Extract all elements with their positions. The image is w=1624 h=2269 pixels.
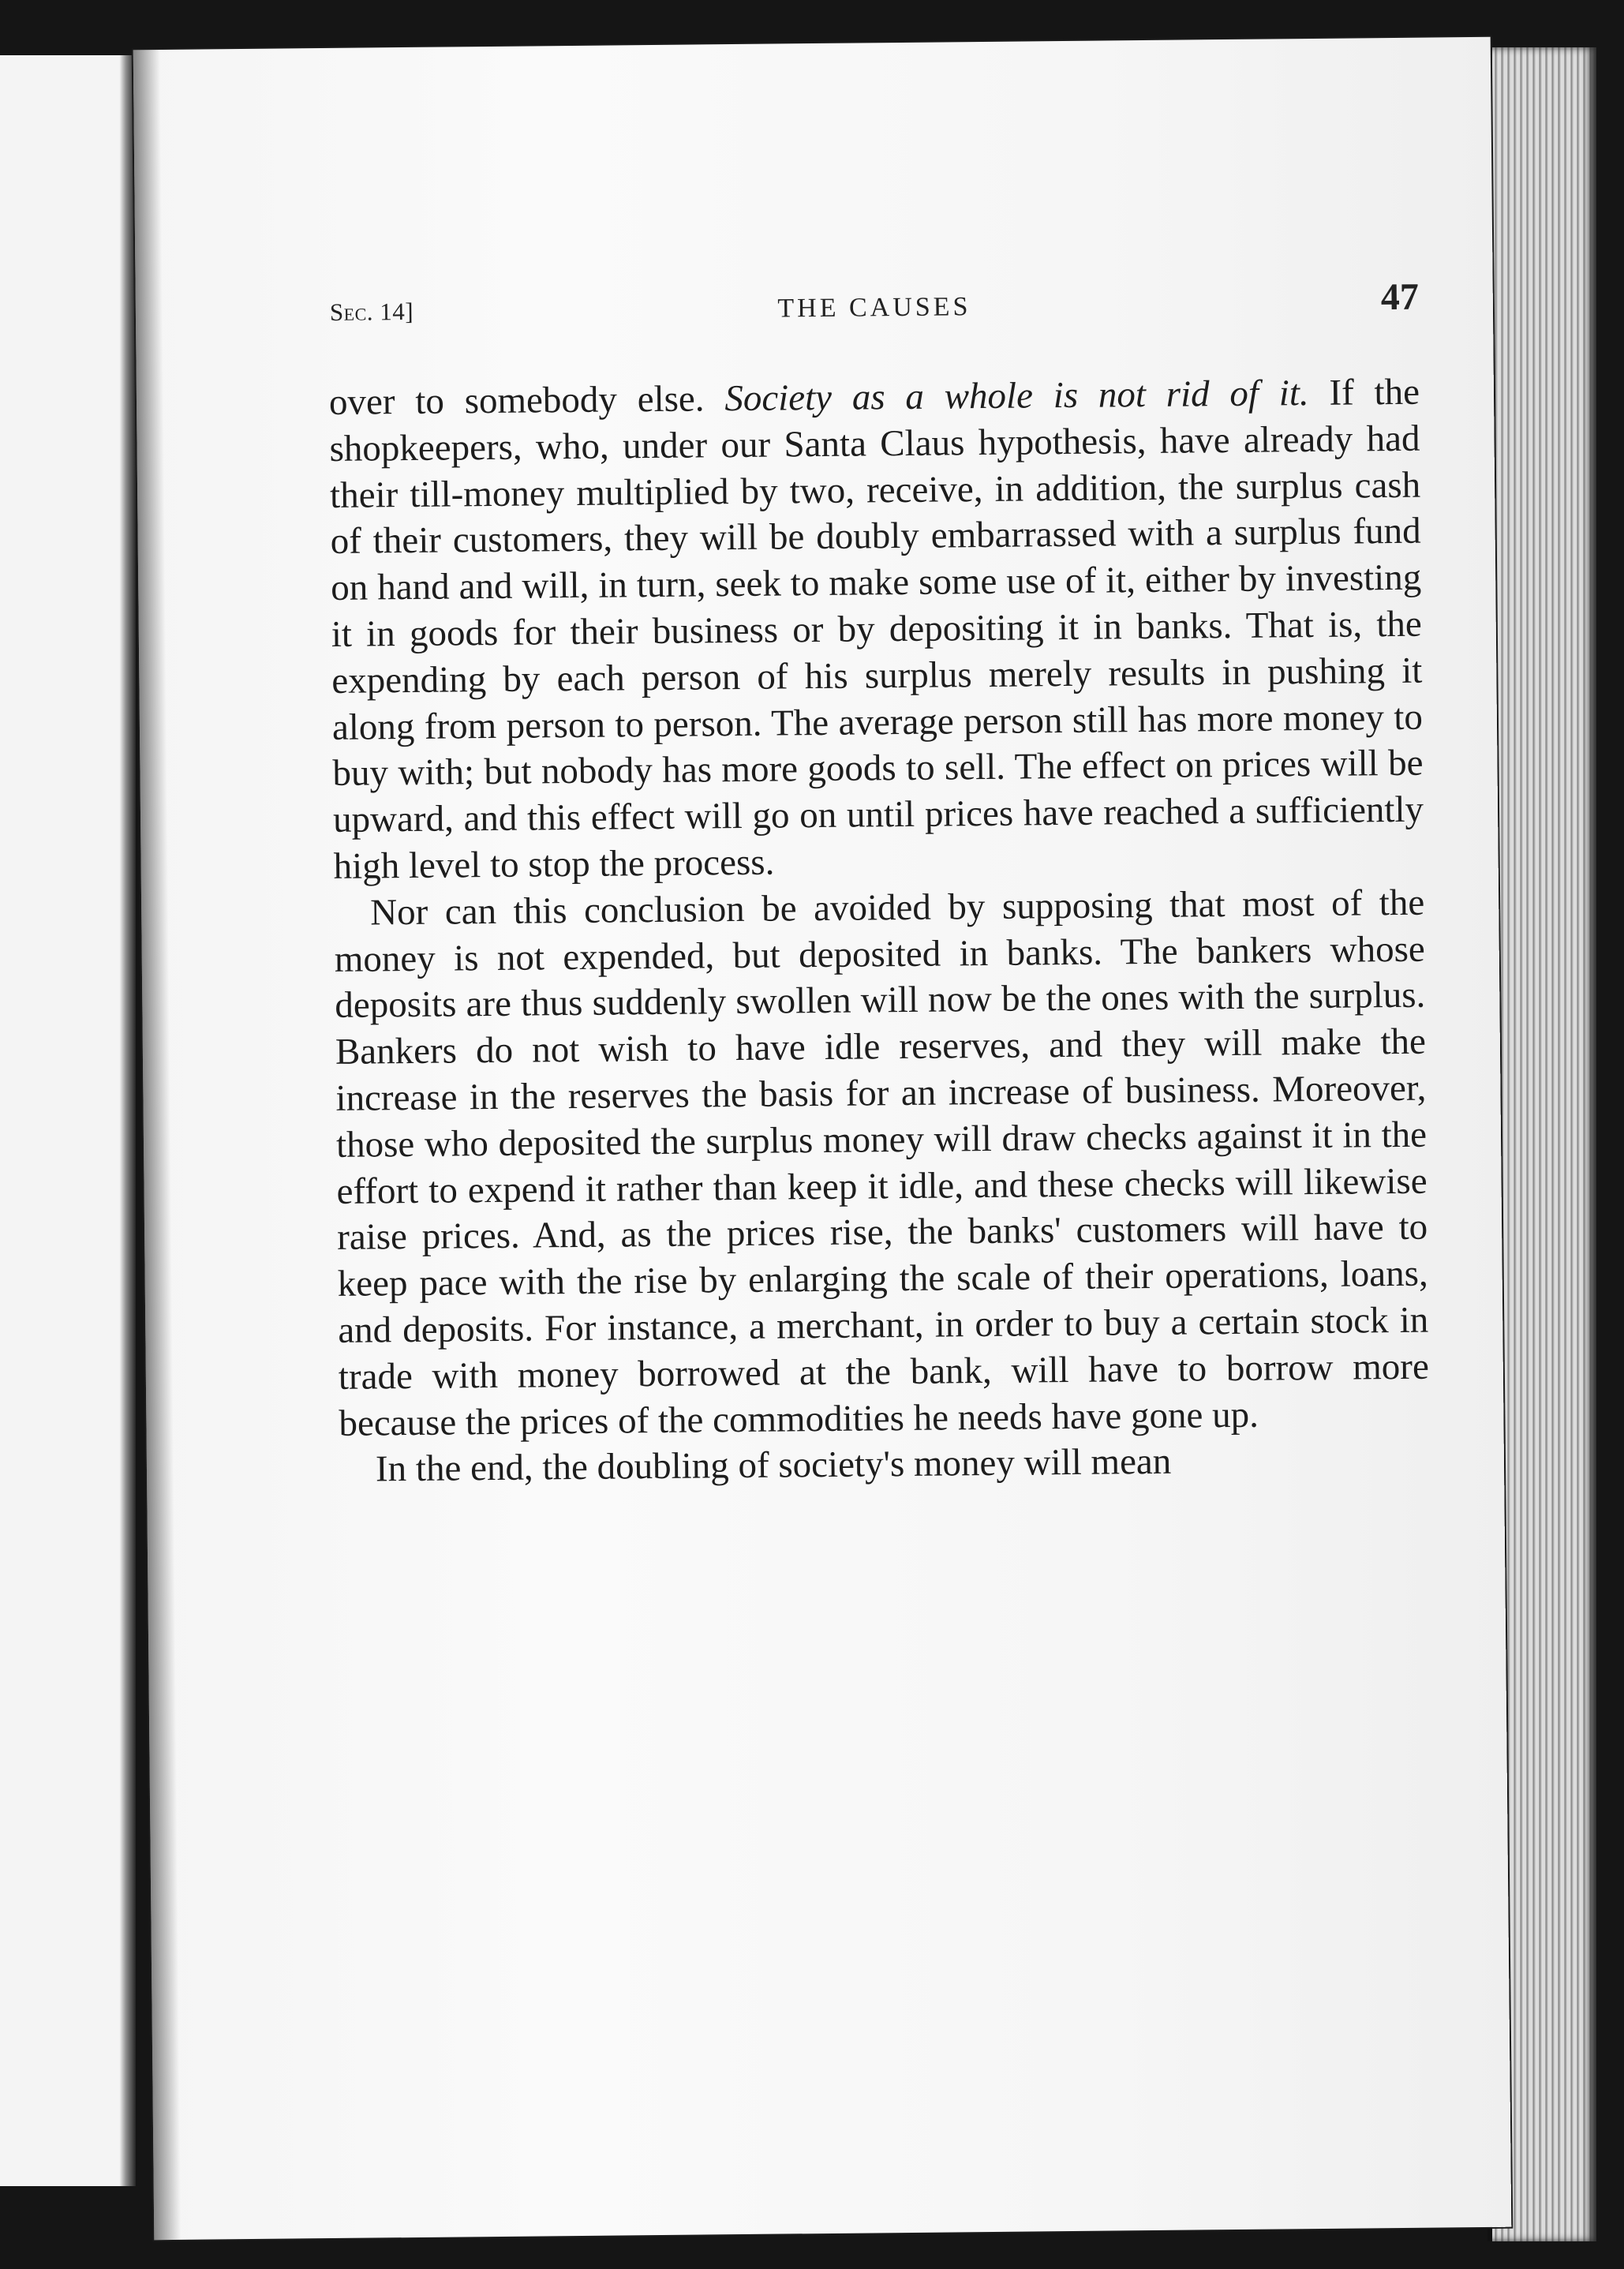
chapter-title: THE CAUSES [777,292,971,324]
emphasized-phrase: Society as a whole is not rid of it. [724,373,1309,420]
facing-page-edge [0,55,136,2186]
gutter-shadow [133,50,181,2240]
paragraph-1-lead: over to somebody else. [328,378,725,423]
page-number: 47 [1380,275,1420,319]
paragraph-1 [329,369,1424,890]
book-page [133,37,1512,2240]
section-reference: Sec. 14] [329,297,414,326]
body-text [329,369,1430,1493]
running-header [330,271,1420,352]
paragraph-2: Nor can this conclusion be avoided by supposing that most of the money is not expended, but deposited in banks. The bankers whose deposits are thus suddenly swollen will now be the ones with the surplus. Bankers do not wish to have idle reserves, and they will make the increase in the reserves the basis for an increase of business. Moreover, those who deposited the surplus money will draw checks against it in the effort to expend it rather than keep it idle, and these checks will likewise raise prices. And, as the prices rise, the banks' customers will have to keep pace with the rise by enlarging the scale of their operations, loans, and deposits. For instance, a merchant, in order to buy a certain stock in trade with money borrowed at the bank, will have to borrow more because the prices of the commodities he needs have gone up. [334,882,1430,1444]
paragraph-3: In the end, the doubling of society's money will mean [375,1441,1172,1490]
paragraph-1-rest: If the shopkeepers, who, under our Santa Claus hypothesis, have already had their till-money multiplied by two, receive, in addition, the surplus cash of their customers, they will be doubly embarrassed with a surplus fund on hand and will, in turn, seek to make some use of it, either by investing it in goods for their business or by depositing it in banks. That is, the expending by each person of his surplus merely results in pushing it along from person to person. The average person still has more money to buy with; but nobody has more goods to sell. The effect on prices will be upward, and this effect will go on until prices have reached a sufficiently high level to stop the process. [329,371,1424,887]
